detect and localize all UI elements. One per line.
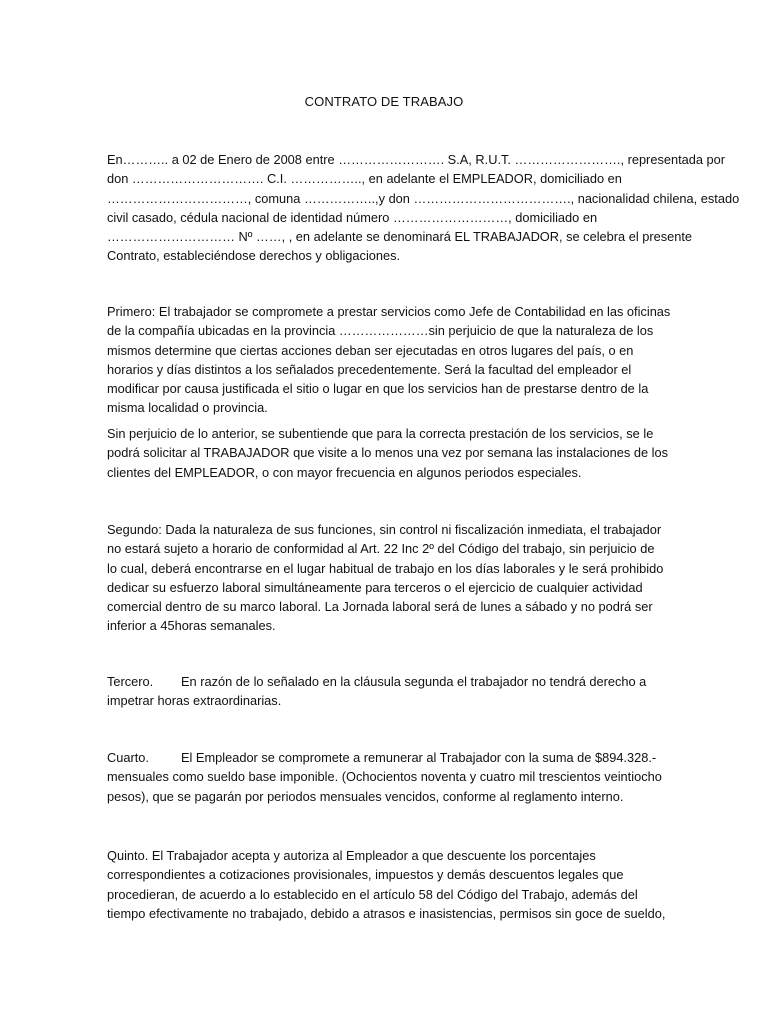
paragraph-line: mensuales como sueldo base imponible. (Ochocientos noventa y cuatro mil trescientos veintiocho bbox=[107, 769, 662, 785]
paragraph-primero-b bbox=[107, 424, 667, 482]
paragraph-line: comercial dentro de su marco laboral. La Jornada laboral será de lunes a sábado y no podrá ser bbox=[107, 599, 653, 615]
paragraph-line: don …………………………. C.I. …………….., en adelante el EMPLEADOR, domiciliado en bbox=[107, 171, 622, 187]
paragraph-line: pesos), que se pagarán por periodos mensuales vencidos, conforme al reglamento interno. bbox=[107, 788, 624, 804]
clause-text: En razón de lo señalado en la cláusula segunda el trabajador no tendrá derecho a bbox=[181, 674, 647, 689]
paragraph-line: inferior a 45horas semanales. bbox=[107, 618, 276, 634]
clause-label: Tercero. bbox=[107, 674, 154, 689]
paragraph-line: modificar por causa justificada el sitio o lugar en que los servicios han de prestarse dentro de la bbox=[107, 381, 649, 397]
paragraph-line: civil casado, cédula nacional de identidad número ………………………, domiciliado en bbox=[107, 209, 598, 225]
paragraph-line: dedicar su esfuerzo laboral simultáneamente para terceros o el ejercicio de cualquier actividad bbox=[107, 579, 643, 595]
paragraph-line: correspondientes a cotizaciones provisionales, impuestos y demás descuentos legales que bbox=[107, 867, 624, 883]
clause-label: Cuarto. bbox=[107, 750, 149, 765]
paragraph-quinto bbox=[107, 846, 667, 923]
paragraph-line: no estará sujeto a horario de conformidad al Art. 22 Inc 2º del Código del trabajo, sin perjuicio de bbox=[107, 541, 655, 557]
clause-text: El Empleador se compromete a remunerar al Trabajador con la suma de $894.328.- bbox=[181, 750, 657, 765]
paragraph-line: clientes del EMPLEADOR, o con mayor frecuencia en algunos periodos especiales. bbox=[107, 464, 582, 480]
paragraph-line: Quinto. El Trabajador acepta y autoriza al Empleador a que descuente los porcentajes bbox=[107, 848, 596, 863]
paragraph-line: podrá solicitar al TRABAJADOR que visite a lo menos una vez por semana las instalaciones de los bbox=[107, 445, 668, 461]
paragraph-line: tiempo efectivamente no trabajado, debido a atrasos e inasistencias, permisos sin goce de sueldo, bbox=[107, 905, 666, 921]
paragraph-line: impetrar horas extraordinarias. bbox=[107, 693, 282, 709]
paragraph-line: En……….. a 02 de Enero de 2008 entre ……………………. S.A, R.U.T. ……………………., representada por bbox=[107, 152, 726, 167]
paragraph-line: Sin perjuicio de lo anterior, se subentiende que para la correcta prestación de los servicios, se le bbox=[107, 426, 654, 441]
paragraph-line: procedieran, de acuerdo a lo establecido en el artículo 58 del Código del Trabajo, además del bbox=[107, 886, 638, 902]
paragraph-line: mismos determine que ciertas acciones deban ser ejecutadas en otros lugares del país, o en bbox=[107, 342, 634, 358]
paragraph-line: Primero: El trabajador se compromete a prestar servicios como Jefe de Contabilidad en las oficinas bbox=[107, 304, 671, 319]
paragraph-line: de la compañía ubicadas en la provincia …………………sin perjuicio de que la naturaleza de los bbox=[107, 323, 654, 339]
paragraph-intro bbox=[107, 150, 740, 266]
paragraph-line: misma localidad o provincia. bbox=[107, 400, 268, 416]
paragraph-tercero bbox=[107, 672, 667, 711]
paragraph-cuarto bbox=[107, 748, 667, 806]
paragraph-line: ………………………… Nº ……, , en adelante se denominará EL TRABAJADOR, se celebra el presente bbox=[107, 229, 693, 245]
paragraph-line: Segundo: Dada la naturaleza de sus funciones, sin control ni fiscalización inmediata, el trabajador bbox=[107, 522, 662, 537]
paragraph-line bbox=[107, 748, 667, 767]
document-title: CONTRATO DE TRABAJO bbox=[304, 94, 464, 109]
paragraph-primero bbox=[107, 302, 671, 418]
paragraph-segundo bbox=[107, 520, 667, 636]
paragraph-line: ……………………………, comuna ……………..,y don ………………………………., nacionalidad chilena, estado bbox=[107, 190, 740, 206]
paragraph-line: Contrato, estableciéndose derechos y obligaciones. bbox=[107, 248, 401, 264]
paragraph-line: lo cual, deberá encontrarse en el lugar habitual de trabajo en los días laborales y le será prohibido bbox=[107, 560, 664, 576]
paragraph-line: horarios y días distintos a los señalados precedentemente. Será la facultad del empleador el bbox=[107, 361, 632, 377]
paragraph-line bbox=[107, 672, 667, 691]
